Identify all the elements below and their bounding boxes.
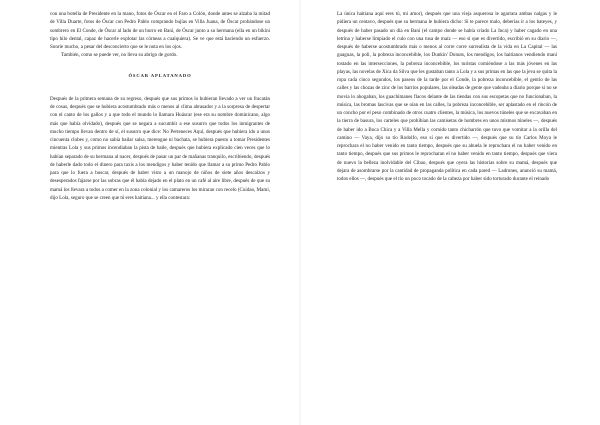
left-paragraph-1: con una botella de Presidente en la mano, fotos de Óscar en el Faro a Colón, donde antes se alzaba la mitad de Villa Duarte, fotos de Óscar con Pedro Pablo comprando bujías en Villa Juana, de Óscar probándose un sombrero en El Conde, de Óscar al lado de un burro en Baní, de Óscar junto a su hermana (ella en un bikini tipo hilo dental, capaz de hacerle explotar las córneas a cualquiera). Se ve que está haciendo un esfuerzo. Sonríe mucho, a pesar del desconcierto que se le nota en los ojos. <box>50 11 270 50</box>
book-gutter <box>299 0 301 425</box>
right-page <box>337 10 557 415</box>
section-heading: ÓSCAR APLATANADO <box>128 72 192 78</box>
left-page <box>50 10 270 415</box>
right-paragraph-1: La única haitiana aquí eres tú, mi amor), después que una vieja asquerosa le agarrara ambas nalgas y le pidiera un centavo, después que su hermana le hubiera dicho: Si te parece malo, deberías ir a los bateyes, y después de haber pasado un día en Baní (el campo donde se había criado La Inca) y haber cagado en una letrina y haberse limpiado el culo con una tusa de maíz — eso sí que es divertido, escribió en su diario —, después de haberse acostumbrado más o menos al corre corre surrealista de la vida en La Capital — las guaguas, la poli, la pobreza inconcebible, los Dunkin' Donuts, los mendigos, los haitianos vendiendo maní tostado en las intersecciones, la pobreza inconcebible, los turistas comiéndose a las más jóvenes en las playas, las novelas de Xica da Silva que les gustaban tanto a Lola y a sus primas en las que la jeva se quita la ropa cada cinco segundos, los paseos de la tarde por el Conde, la pobreza inconcebible, el gentío de las calles y las chozas de zinc de los barrios populares, las oleadas de gente que vadeaba a diario porque si no se movía lo ahogaban, los guachimanes flacos delante de las tiendas con sus escopetas que no funcionaban, la música, las bromas lascivas que se oían en las calles, la pobreza inconcebible, ser aplastado en el rincón de un concho por el peso combinado de otros cuatro clientes, la música, los nuevos túneles que se excavaban en la tierra de basura, los carteles que prohibían las camisetas de hombres en unos mismos túneles —, después de haber ido a Boca Chica y a Villa Mella y cornido tanto chicharrón que tuvo que vomitar a la orilla del camino — Vaya, dijo su tío Rodolfo, eso sí que es divertido —, después que su tío Carlos Moya le reprochara el no haber venido en tanto tiempo, después que su abuela le reprochara el no haber venido en tanto tiempo, después que sus primos le reprocharan el no haber venido en tanto tiempo, después que viera de nuevo la belleza inolvidable del Cibao, después que oyera las historias sobre su mamá, después que dejara de asombrarse por la cantidad de propaganda política en cada pared — Ladrones, anunció su mamá, todos ellos —, después que el tío un poco tocado de la cabeza por haber sido torturado durante el reinado <box>337 11 557 182</box>
left-paragraph-2: También, como se puede ver, no lleva su abrigo de gordo. <box>61 52 178 59</box>
left-paragraph-3: Después de la primera semana de su regreso, después que sus primos lo hubieran llevado a ver un fracatán de cosas, después que se hubiera acostumbrado más o menos al clima abrasador y a la sorpresa de despertar con el canto de los gallos y a que todo el mundo lo llamara Huáscar (ese era su nombre dominicano, algo más que había olvidado), después que se negara a sucumbir a ese susurro que todos los inmigrantes de mucho tiempo llevan dentro de sí, el susurro que dice: No Perteneces Aquí, después que hubiera ido a unos cincuenta clubes y, como no sabía bailar salsa, merengue ni bachata, se hubiera puesto a tomar Presidentes mientras Lola y sus primos incendiaban la pista de baile, después que hubiera explicado cien veces que lo habían separado de su hermana al nacer, después de pasar un par de mañanas tranquilo, escribiendo, después de haberle dado todo el dinero para taxis a los mendigos y haber tenido que llamar a su primo Pedro Pablo para que lo fuera a buscar, después de haber visto a un manojo de niños de siete años descalzos y desesperados fajarse por las sobras que él había dejado en el plato en un café al aire libre, después de que su mamá los llevara a todos a comer en la zona colonial y los camareros los miraran con recelo (Cuidao, Mami, dijo Lola, seguro que se creen que tú eres haitiana... y ella contestara: <box>50 95 270 201</box>
